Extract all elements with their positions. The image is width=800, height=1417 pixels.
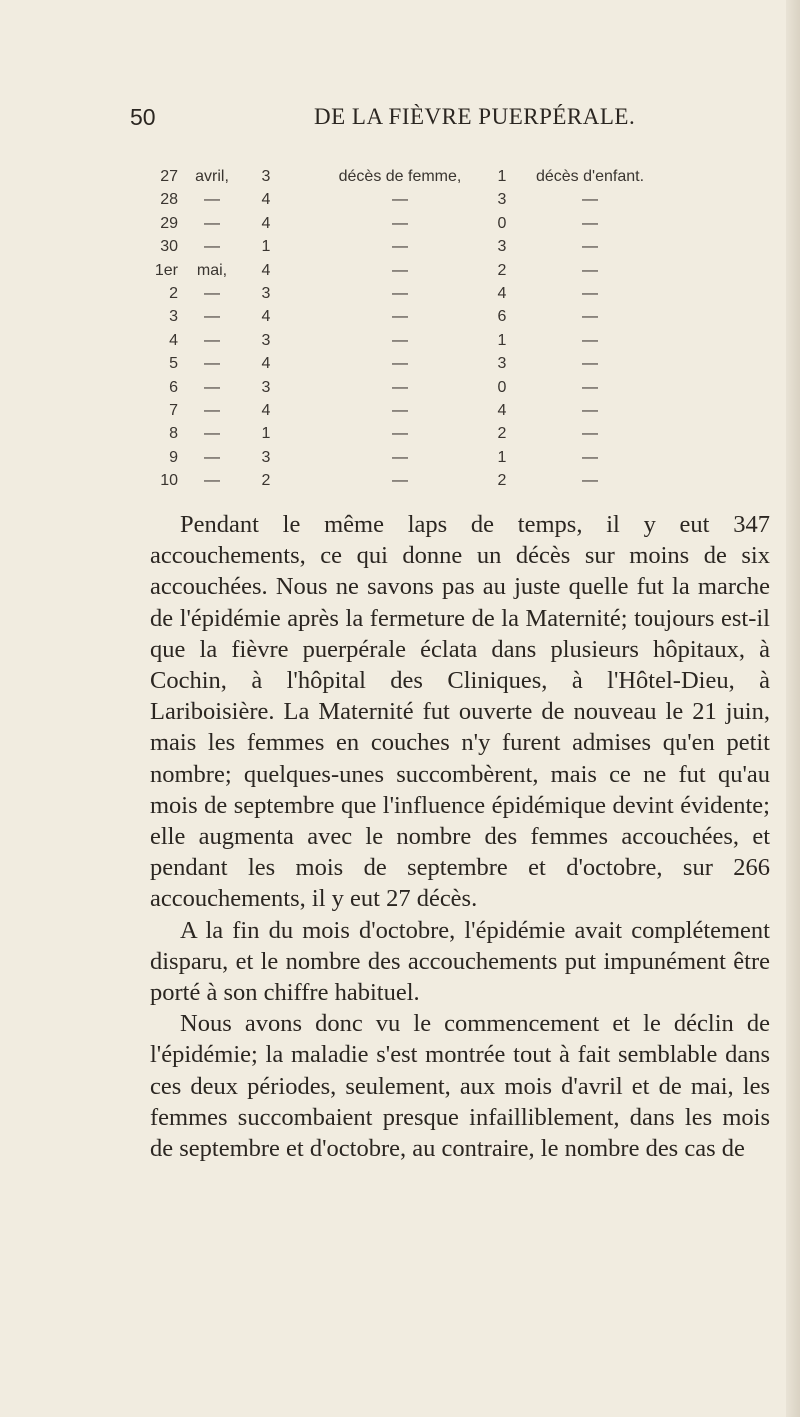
table-row [150, 285, 730, 308]
row-month: — [204, 238, 220, 256]
row-day: 9 [169, 448, 178, 466]
women-death-label: — [392, 238, 408, 256]
women-death-label: — [392, 331, 408, 349]
row-month: — [204, 355, 220, 373]
paragraph: A la fin du mois d'octobre, l'épidémie avait complétement disparu, et le nombre des accouchements put impunément être porté à son chiffre habituel. [150, 916, 770, 1007]
child-death-label: décès d'enfant. [535, 168, 645, 185]
women-death-label: — [392, 261, 408, 279]
women-death-count: 3 [261, 168, 271, 185]
table-row [150, 238, 730, 261]
child-death-count: 1 [497, 448, 507, 466]
table-row [150, 379, 730, 402]
table-row [150, 191, 730, 214]
row-month: — [204, 308, 220, 326]
row-month: — [204, 425, 220, 443]
child-death-label: — [582, 284, 598, 302]
table-row [150, 308, 730, 331]
row-month: avril, [195, 168, 229, 185]
row-month: — [204, 284, 220, 302]
child-death-label: — [582, 425, 598, 443]
row-day: 1er [154, 261, 178, 279]
women-death-label: — [392, 401, 408, 419]
women-death-label: — [392, 308, 408, 326]
women-death-label: — [392, 448, 408, 466]
table-row [150, 332, 730, 355]
child-death-count: 2 [497, 261, 507, 279]
row-day: 2 [169, 284, 178, 302]
child-death-label: — [582, 214, 598, 232]
child-death-count: 1 [497, 331, 507, 349]
row-day: 8 [169, 425, 178, 443]
table-row [150, 449, 730, 472]
row-month: — [204, 448, 220, 466]
women-death-label: — [392, 214, 408, 232]
women-death-label: — [392, 425, 408, 443]
child-death-count: 1 [497, 168, 507, 185]
child-death-count: 4 [497, 284, 507, 302]
child-death-label: — [582, 191, 598, 209]
table-row [150, 215, 730, 238]
child-death-label: — [582, 472, 598, 490]
child-death-count: 0 [497, 214, 507, 232]
row-day: 5 [169, 355, 178, 373]
table-row [150, 402, 730, 425]
row-day: 10 [160, 472, 178, 490]
row-month: — [204, 331, 220, 349]
child-death-count: 2 [497, 472, 507, 490]
row-month: — [204, 214, 220, 232]
page-number: 50 [130, 104, 156, 130]
child-death-label: — [582, 331, 598, 349]
row-day: 30 [160, 238, 178, 256]
child-death-count: 3 [497, 355, 507, 373]
row-month: mai, [196, 261, 228, 279]
row-day: 28 [160, 191, 178, 209]
women-death-label: décès de femme, [338, 168, 462, 185]
row-day: 6 [169, 378, 178, 396]
paragraph: Pendant le même laps de temps, il y eut 347 accouchements, ce qui donne un décès sur moins de six accouchées. Nous ne savons pas au juste quelle fut la marche de l'épidémie après la fermeture de la Maternité; toujours est-il que la fièvre puerpérale éclata dans plusieurs hôpitaux, à Cochin, à l'hôpital des Cliniques, à l'Hôtel-Dieu, à Lariboisière. La Maternité fut ouverte de nouveau le 21 juin, mais les femmes en couches n'y furent admises qu'en petit nombre; quelques-unes succombèrent, mais ce ne fut qu'au mois de septembre que l'influence épidémique devint évidente; elle augmenta avec le nombre des femmes accouchées, et pendant les mois de septembre et d'octobre, sur 266 accouchements, il y eut 27 décès. [150, 511, 770, 913]
child-death-count: 3 [497, 191, 507, 209]
women-death-label: — [392, 284, 408, 302]
women-death-count: 4 [261, 308, 271, 326]
death-table [150, 168, 730, 495]
child-death-count: 0 [497, 378, 507, 396]
table-row [150, 355, 730, 378]
child-death-label: — [582, 448, 598, 466]
women-death-count: 3 [261, 378, 271, 396]
women-death-count: 3 [261, 284, 271, 302]
running-title: DE LA FIÈVRE PUERPÉRALE. [314, 104, 636, 129]
child-death-label: — [582, 378, 598, 396]
child-death-label: — [582, 238, 598, 256]
page-header [130, 100, 770, 134]
women-death-label: — [392, 472, 408, 490]
women-death-count: 4 [261, 401, 271, 419]
women-death-count: 1 [261, 238, 271, 256]
row-day: 27 [160, 168, 178, 185]
women-death-count: 4 [261, 261, 271, 279]
row-day: 29 [160, 214, 178, 232]
women-death-count: 4 [261, 191, 271, 209]
table-row [150, 425, 730, 448]
child-death-count: 2 [497, 425, 507, 443]
women-death-label: — [392, 191, 408, 209]
child-death-label: — [582, 308, 598, 326]
row-day: 3 [169, 308, 178, 326]
table-row [150, 472, 730, 495]
row-day: 4 [169, 331, 178, 349]
child-death-count: 4 [497, 401, 507, 419]
child-death-count: 3 [497, 238, 507, 256]
child-death-label: — [582, 401, 598, 419]
women-death-count: 4 [261, 355, 271, 373]
body-text [150, 509, 770, 1164]
women-death-count: 4 [261, 214, 271, 232]
women-death-count: 1 [261, 425, 271, 443]
women-death-count: 2 [261, 472, 271, 490]
child-death-label: — [582, 355, 598, 373]
row-month: — [204, 191, 220, 209]
women-death-label: — [392, 378, 408, 396]
paragraph: Nous avons donc vu le commencement et le déclin de l'épidémie; la maladie s'est montrée tout à fait semblable dans ces deux périodes, seulement, aux mois d'avril et de mai, les femmes succombaient presque infailliblement, dans les mois de septembre et d'octobre, au contraire, le nombre des cas de [150, 1010, 770, 1163]
women-death-count: 3 [261, 331, 271, 349]
table-row [150, 168, 730, 191]
row-day: 7 [169, 401, 178, 419]
child-death-count: 6 [497, 308, 507, 326]
page-edge [786, 0, 800, 1417]
child-death-label: — [582, 261, 598, 279]
row-month: — [204, 401, 220, 419]
women-death-label: — [392, 355, 408, 373]
women-death-count: 3 [261, 448, 271, 466]
table-row [150, 262, 730, 285]
row-month: — [204, 378, 220, 396]
row-month: — [204, 472, 220, 490]
